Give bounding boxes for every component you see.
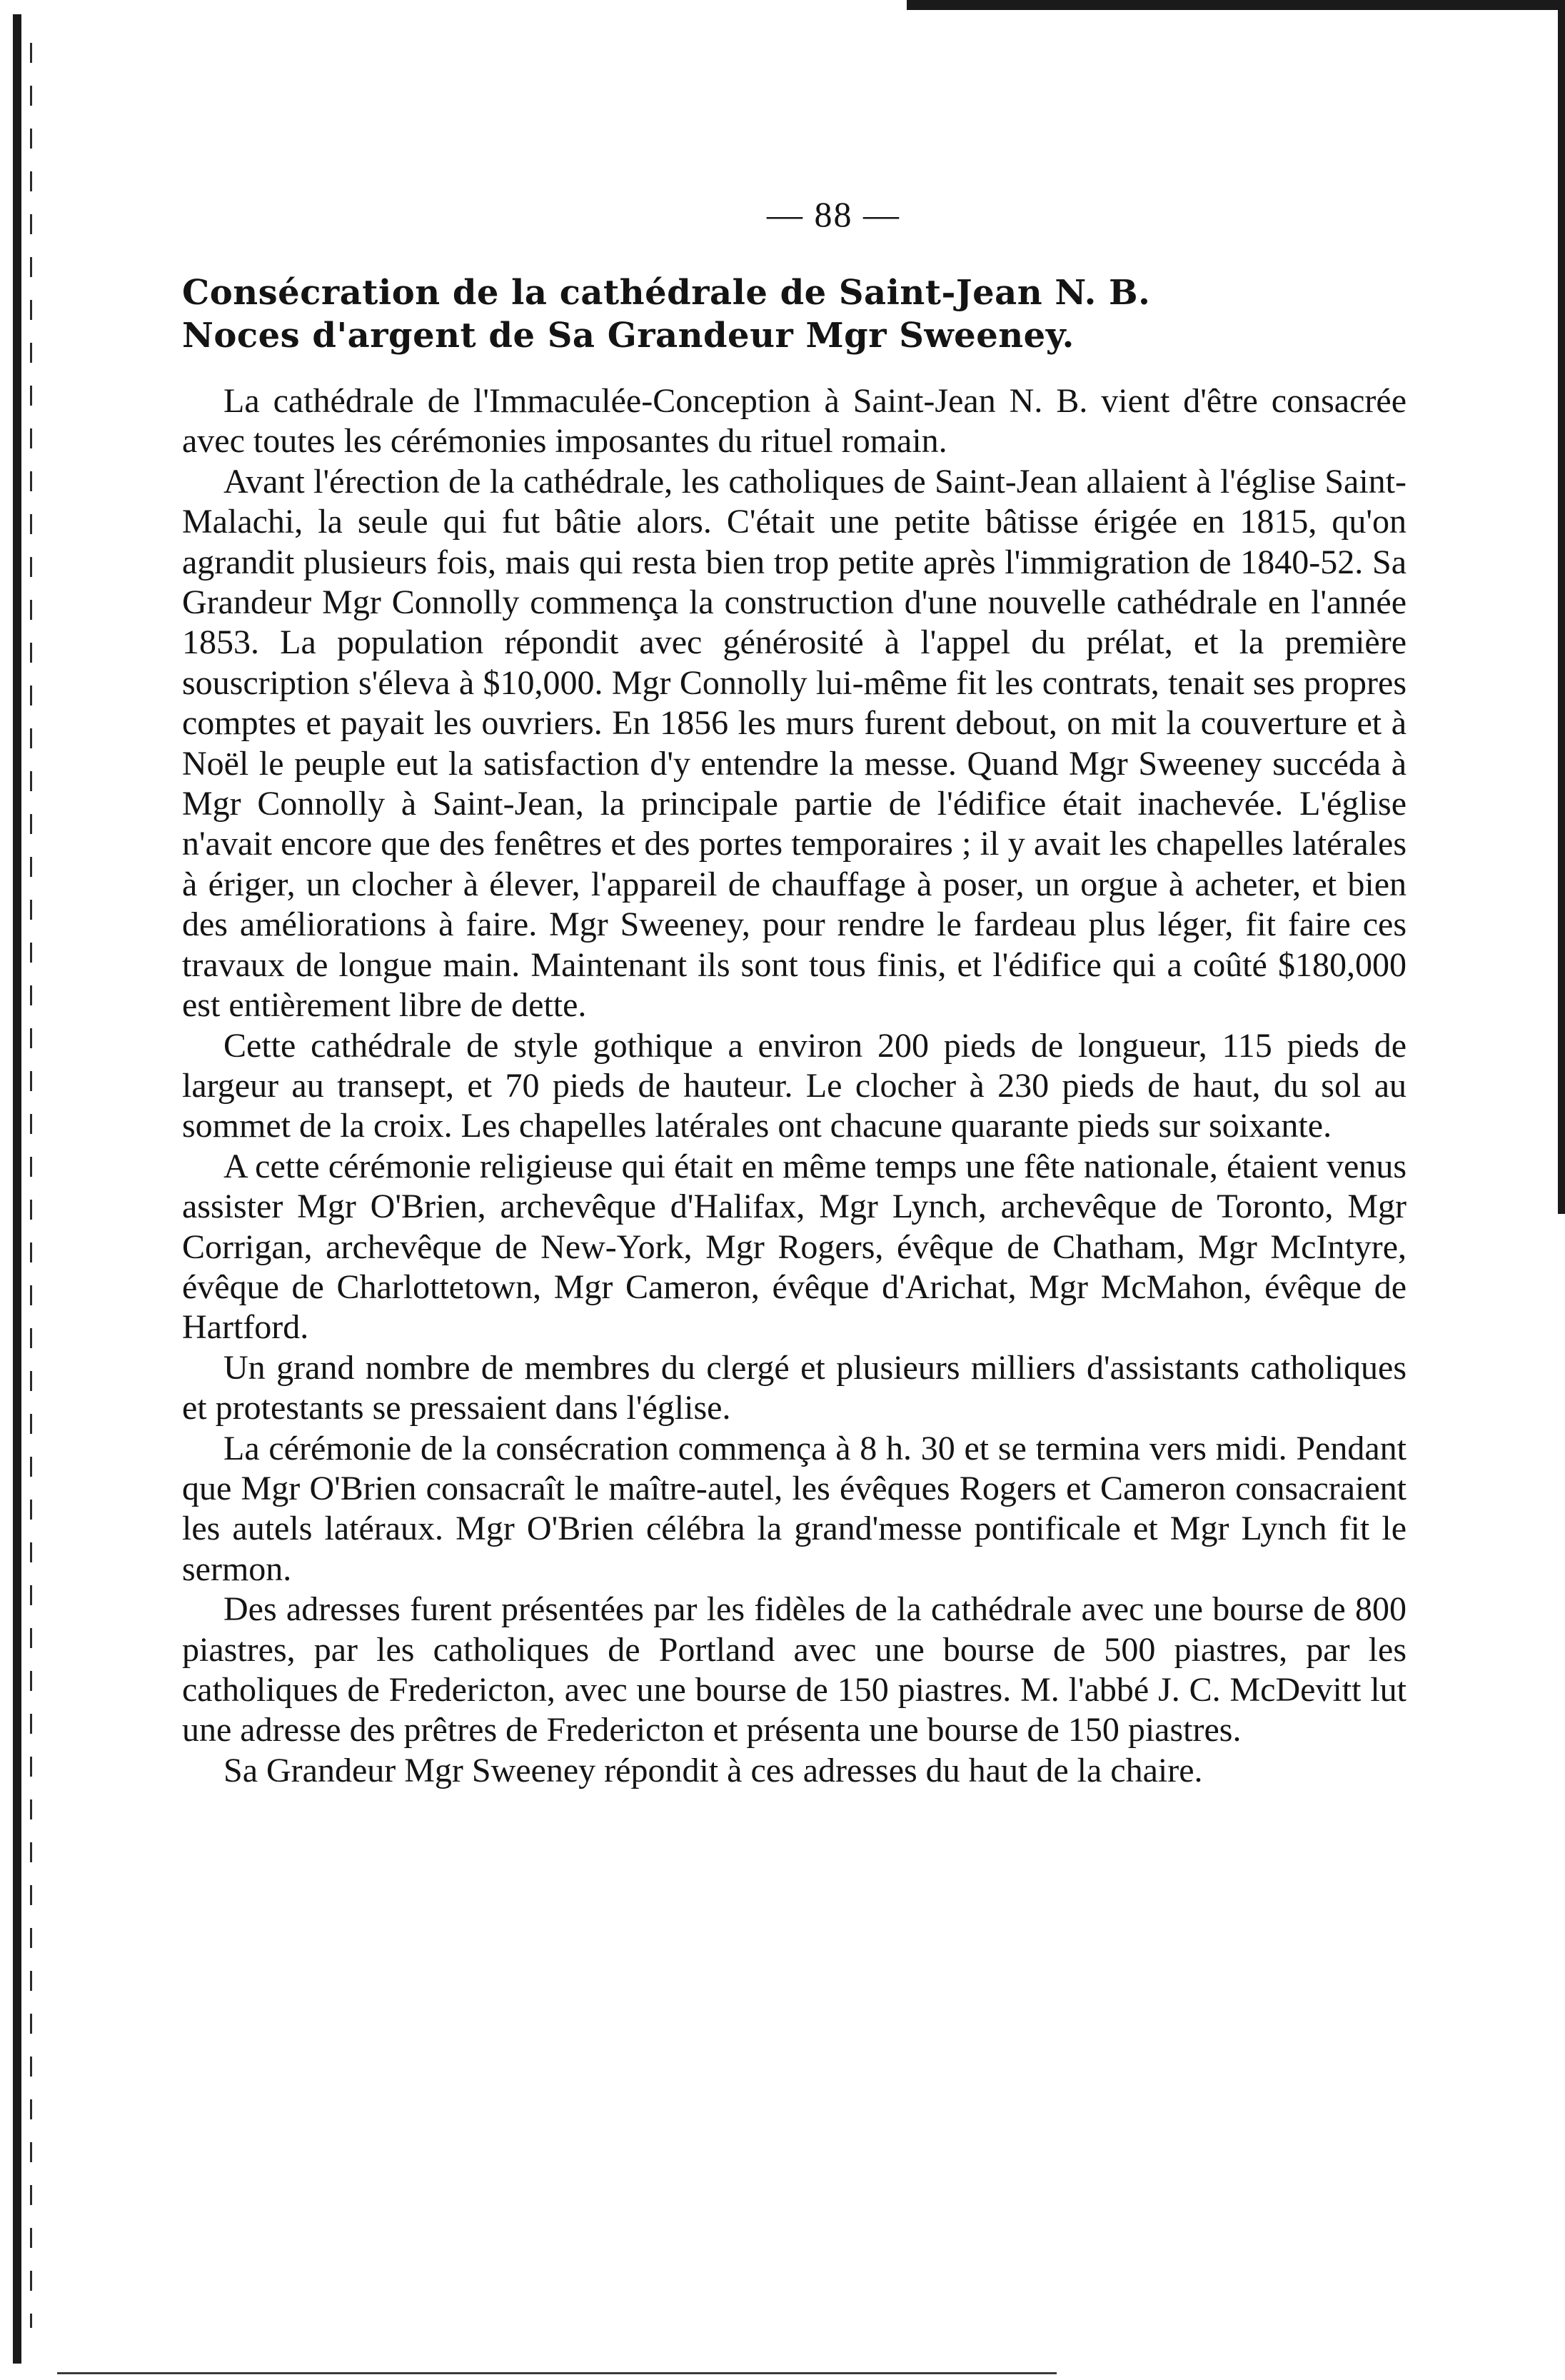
bottom-edge-shadow (57, 2372, 1057, 2374)
paragraph: Cette cathédrale de style gothique a environ 200 pieds de longueur, 115 pieds de largeur au transept, et 70 pieds de hauteur. Le clocher à 230 pieds de haut, du sol au sommet de la croix. Les chapelles latérales ont chacune quarante pieds sur soixante. (182, 1026, 1407, 1145)
paragraph: Sa Grandeur Mgr Sweeney répondit à ces adresses du haut de la chaire. (223, 1751, 1203, 1789)
paragraph: Des adresses furent présentées par les fidèles de la cathédrale avec une bourse de 800 piastres, par les catholiques de Portland avec une bourse de 500 piastres, par les catholiques de Fredericton, avec une bourse de 150 piastres. M. l'abbé J. C. McDevitt lut une adresse des prêtres de Fredericton et présenta une bourse de 150 piastres. (182, 1590, 1407, 1749)
binding-edge-marks (30, 43, 32, 2328)
paragraph: La cathédrale de l'Immaculée-Conception à Saint-Jean N. B. vient d'être consacrée avec toutes les cérémonies imposantes du rituel romain. (182, 382, 1407, 461)
text-block (182, 193, 1407, 1791)
article-body (182, 381, 1407, 1791)
article-heading-line-2: Noces d'argent de Sa Grandeur Mgr Sweeney. (182, 316, 1075, 356)
article-heading-line-1: Consécration de la cathédrale de Saint-Jean N. B. (182, 273, 1151, 313)
paragraph: Un grand nombre de membres du clergé et plusieurs milliers d'assistants catholiques et protestants se pressaient dans l'église. (182, 1348, 1407, 1427)
paragraph: La cérémonie de la consécration commença à 8 h. 30 et se termina vers midi. Pendant que Mgr O'Brien consacraît le maître-autel, les évêques Rogers et Cameron consacraient les autels latéraux. Mgr O'Brien célébra la grand'messe pontificale et Mgr Lynch fit le sermon. (182, 1429, 1407, 1588)
page-number: — 88 — (767, 194, 900, 234)
top-edge-shadow (907, 0, 1565, 10)
paragraph: Avant l'érection de la cathédrale, les catholiques de Saint-Jean allaient à l'église Saint-Malachi, la seule qui fut bâtie alors. C'était une petite bâtisse érigée en 1815, qu'on agrandit plusieurs fois, mais qui resta bien trop petite après l'immigration de 1840-52. Sa Grandeur Mgr Connolly commença la construction d'une nouvelle cathédrale en l'année 1853. La population répondit avec générosité à l'appel du prélat, et la première souscription s'éleva à $10,000. Mgr Connolly lui-même fit les contrats, tenait ses propres comptes et payait les ouvriers. En 1856 les murs furent debout, on mit la couverture et à Noël le peuple eut la satisfaction d'y entendre la messe. Quand Mgr Sweeney succéda à Mgr Connolly à Saint-Jean, la principale partie de l'édifice était inachevée. L'église n'avait encore que des fenêtres et des portes temporaires ; il y avait les chapelles latérales à ériger, un clocher à élever, l'appareil de chauffage à poser, un orgue à acheter, et bien des améliorations à faire. Mgr Sweeney, pour rendre le fardeau plus léger, fit faire ces travaux de longue main. Maintenant ils sont tous finis, et l'édifice qui a coûté $180,000 est entièrement libre de dette. (182, 462, 1407, 1025)
binding-edge-shadow (13, 14, 21, 2364)
right-edge-shadow (1558, 0, 1565, 1214)
paragraph: A cette cérémonie religieuse qui était en même temps une fête nationale, étaient venus assister Mgr O'Brien, archevêque d'Halifax, Mgr Lynch, archevêque de Toronto, Mgr Corrigan, archevêque de New-York, Mgr Rogers, évêque de Chatham, Mgr McIntyre, évêque de Charlottetown, Mgr Cameron, évêque d'Arichat, Mgr McMahon, évêque de Hartford. (182, 1147, 1407, 1347)
